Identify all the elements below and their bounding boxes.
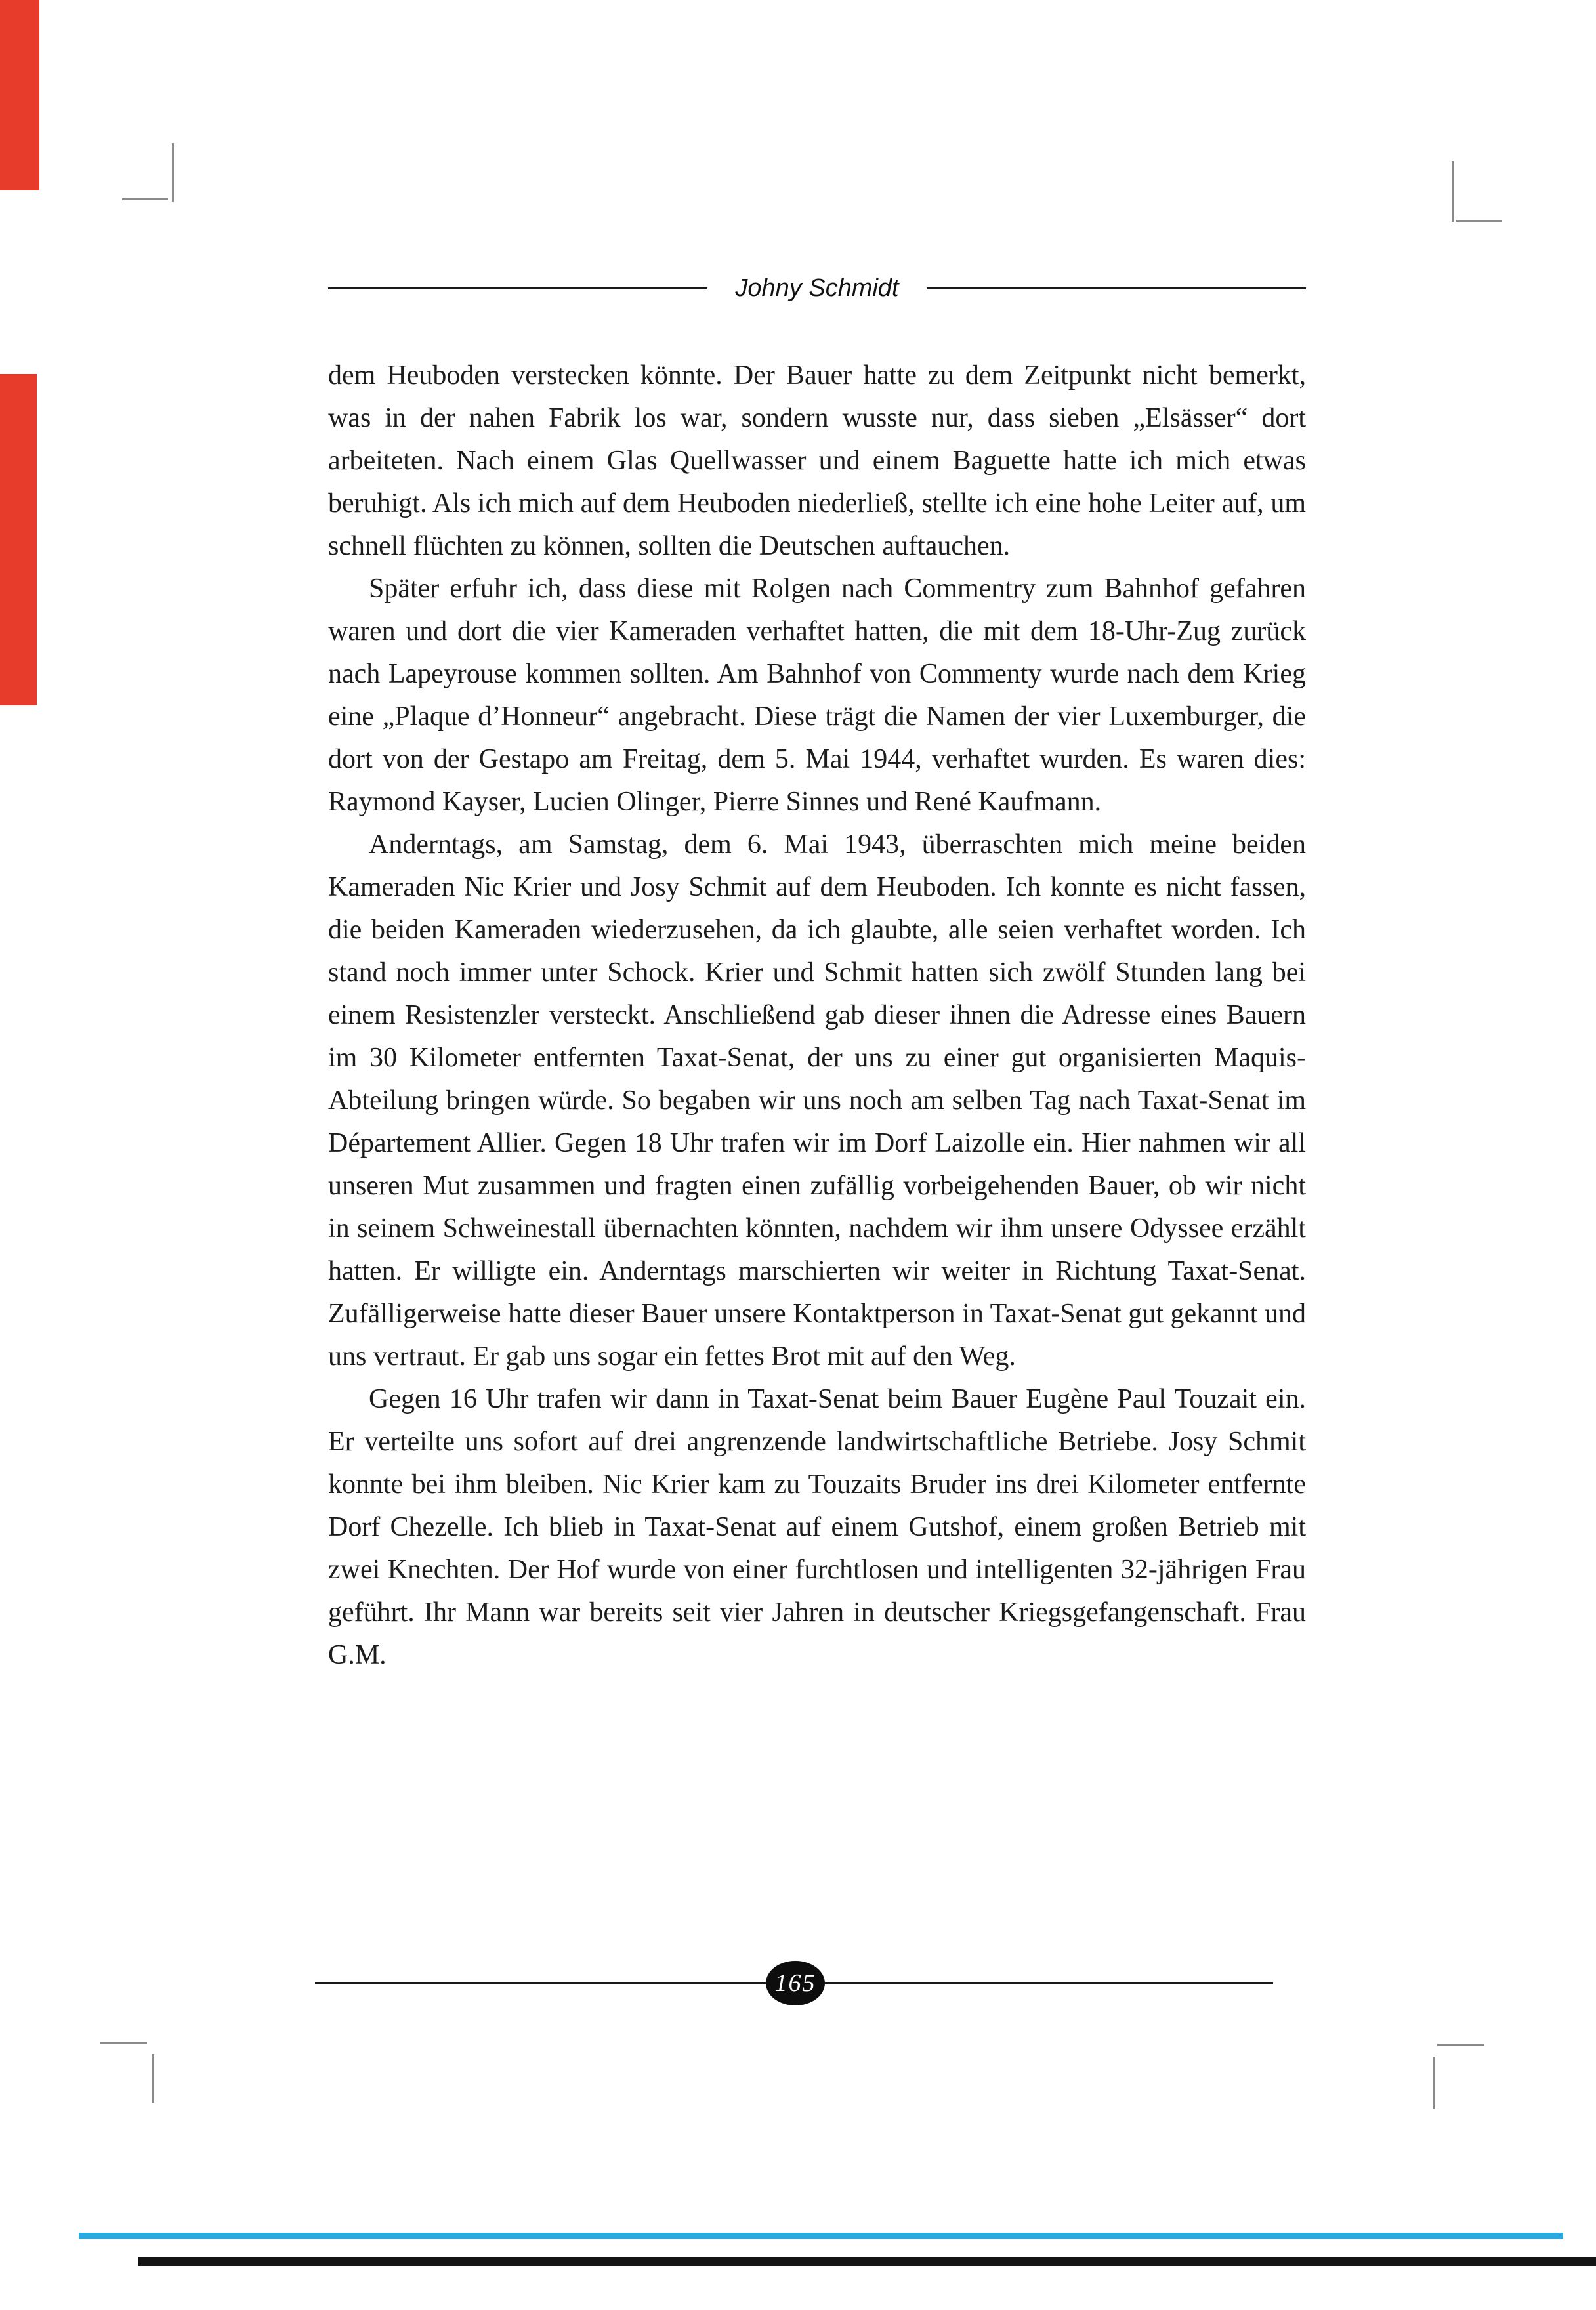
black-edge-line <box>138 2258 1596 2266</box>
crop-mark-top-left-horizontal <box>122 198 168 200</box>
crop-mark-bottom-left-vertical <box>152 2054 154 2103</box>
red-edge-mark-top <box>0 0 39 190</box>
paragraph: dem Heuboden verstecken könnte. Der Bauer hatte zu dem Zeitpunkt nicht bemerkt, was in der nahen Fabrik los war, sondern wusste nur, dass sieben „Elsässer“ dort arbeiteten. Nach einem Glas Quellwasser und einem Baguette hatte ich mich etwas beruhigt. Als ich mich auf dem Heuboden niederließ, stellte ich eine hohe Leiter auf, um schnell flüchten zu können, sollten die Deutschen auftauchen. <box>328 360 1306 561</box>
crop-mark-bottom-left-horizontal <box>100 2042 147 2044</box>
paragraph: Später erfuhr ich, dass diese mit Rolgen nach Commentry zum Bahnhof gefahren waren und dort die vier Kameraden verhaftet hatten, die mit dem 18-Uhr-Zug zurück nach Lapeyrouse kommen sollten. Am Bahnhof von Commenty wurde nach dem Krieg eine „Plaque d’Honneur“ angebracht. Diese trägt die Namen der vier Luxemburger, die dort von der Gestapo am Freitag, dem 5. Mai 1944, verhaftet wurden. Es waren dies: Raymond Kayser, Lucien Olinger, Pierre Sinnes und René Kaufmann. <box>328 574 1306 817</box>
crop-mark-top-left-vertical <box>172 143 174 202</box>
blue-edge-line <box>79 2233 1563 2239</box>
crop-mark-bottom-right-horizontal <box>1437 2044 1484 2046</box>
running-head-rule-right <box>927 287 1306 289</box>
running-head-rule-left <box>328 287 707 289</box>
red-edge-mark-middle <box>0 374 37 705</box>
body-text <box>328 354 1306 1677</box>
page-number-badge <box>766 1961 825 2006</box>
crop-mark-top-right-horizontal <box>1456 220 1502 222</box>
crop-mark-bottom-right-vertical <box>1433 2057 1435 2109</box>
running-head <box>328 274 1306 303</box>
paragraph: Gegen 16 Uhr trafen wir dann in Taxat-Senat beim Bauer Eugène Paul Touzait ein. Er verteilte uns sofort auf drei angrenzende landwirtschaftliche Betriebe. Josy Schmit konnte bei ihm bleiben. Nic Krier kam zu Touzaits Bruder ins drei Kilometer entfernte Dorf Chezelle. Ich blieb in Taxat-Senat auf einem Gutshof, einem großen Betrieb mit zwei Knechten. Der Hof wurde von einer furchtlosen und intelligenten 32-jährigen Frau geführt. Ihr Mann war bereits seit vier Jahren in deutscher Kriegsgefangenschaft. Frau G.M. <box>328 1384 1306 1670</box>
page-number: 165 <box>774 1969 816 1997</box>
running-head-author: Johny Schmidt <box>735 274 899 302</box>
crop-mark-top-right-vertical <box>1452 161 1454 222</box>
paragraph: Anderntags, am Samstag, dem 6. Mai 1943, überraschten mich meine beiden Kameraden Nic Krier und Josy Schmit auf dem Heuboden. Ich konnte es nicht fassen, die beiden Kameraden wiederzusehen, da ich glaubte, alle seien verhaftet worden. Ich stand noch immer unter Schock. Krier und Schmit hatten sich zwölf Stunden lang bei einem Resistenzler versteckt. Anschließend gab dieser ihnen die Adresse eines Bauern im 30 Kilometer entfernten Taxat-Senat, der uns zu einer gut organisierten Maquis-Abteilung bringen würde. So begaben wir uns noch am selben Tag nach Taxat-Senat im Département Allier. Gegen 18 Uhr trafen wir im Dorf Laizolle ein. Hier nahmen wir all unseren Mut zusammen und fragten einen zufällig vorbeigehenden Bauer, ob wir nicht in seinem Schweinestall übernachten könnten, nachdem wir ihm unsere Odyssee erzählt hatten. Er willigte ein. Anderntags marschierten wir weiter in Richtung Taxat-Senat. Zufälligerweise hatte dieser Bauer unsere Kontaktperson in Taxat-Senat gut gekannt und uns vertraut. Er gab uns sogar ein fettes Brot mit auf den Weg. <box>328 830 1306 1372</box>
